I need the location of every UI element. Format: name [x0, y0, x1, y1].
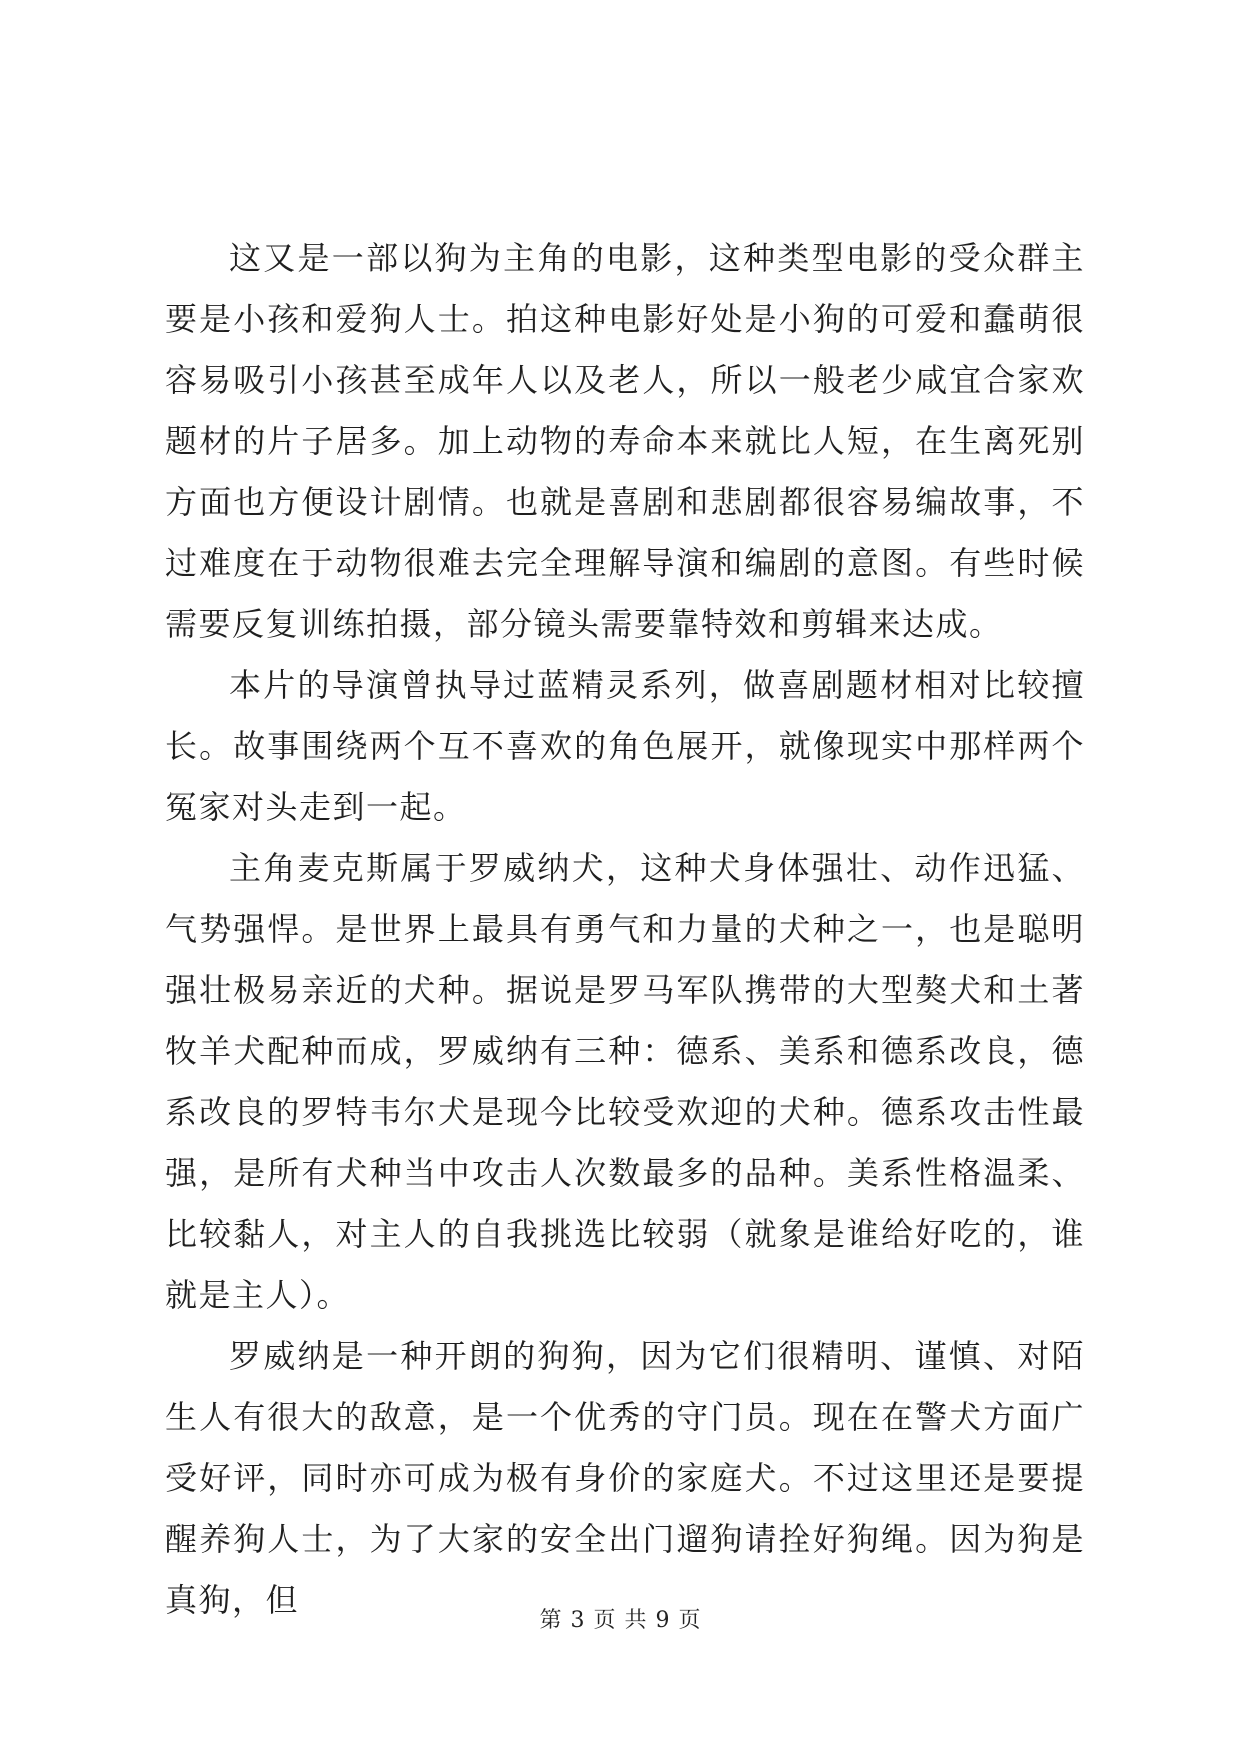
page-footer: 第 3 页 共 9 页: [539, 1608, 702, 1633]
paragraph-4: 罗威纳是一种开朗的狗狗，因为它们很精明、谨慎、对陌生人有很大的敌意，是一个优秀的守门员。现在在警犬方面广受好评，同时亦可成为极有身价的家庭犬。不过这里还是要提醒养狗人士，为了大家的安全出门遛狗请拴好狗绳。因为狗是真狗，但: [165, 1337, 1085, 1619]
paragraph-1: 这又是一部以狗为主角的电影，这种类型电影的受众群主要是小孩和爱狗人士。拍这种电影好处是小狗的可爱和蠢萌很容易吸引小孩甚至成年人以及老人，所以一般老少咸宜合家欢题材的片子居多。加上动物的寿命本来就比人短，在生离死别方面也方便设计剧情。也就是喜剧和悲剧都很容易编故事，不过难度在于动物很难去完全理解导演和编剧的意图。有些时候需要反复训练拍摄，部分镜头需要靠特效和剪辑来达成。: [165, 239, 1085, 643]
paragraph-2: 本片的导演曾执导过蓝精灵系列，做喜剧题材相对比较擅长。故事围绕两个互不喜欢的角色展开，就像现实中那样两个冤家对头走到一起。: [165, 666, 1085, 826]
paragraph-3: 主角麦克斯属于罗威纳犬，这种犬身体强壮、动作迅猛、气势强悍。是世界上最具有勇气和力量的犬种之一，也是聪明强壮极易亲近的犬种。据说是罗马军队携带的大型獒犬和土著牧羊犬配种而成，罗威纳有三种：德系、美系和德系改良，德系改良的罗特韦尔犬是现今比较受欢迎的犬种。德系攻击性最强，是所有犬种当中攻击人次数最多的品种。美系性格温柔、比较黏人，对主人的自我挑选比较弱（就象是谁给好吃的，谁就是主人）。: [165, 849, 1085, 1314]
document-body: [165, 228, 1085, 1631]
